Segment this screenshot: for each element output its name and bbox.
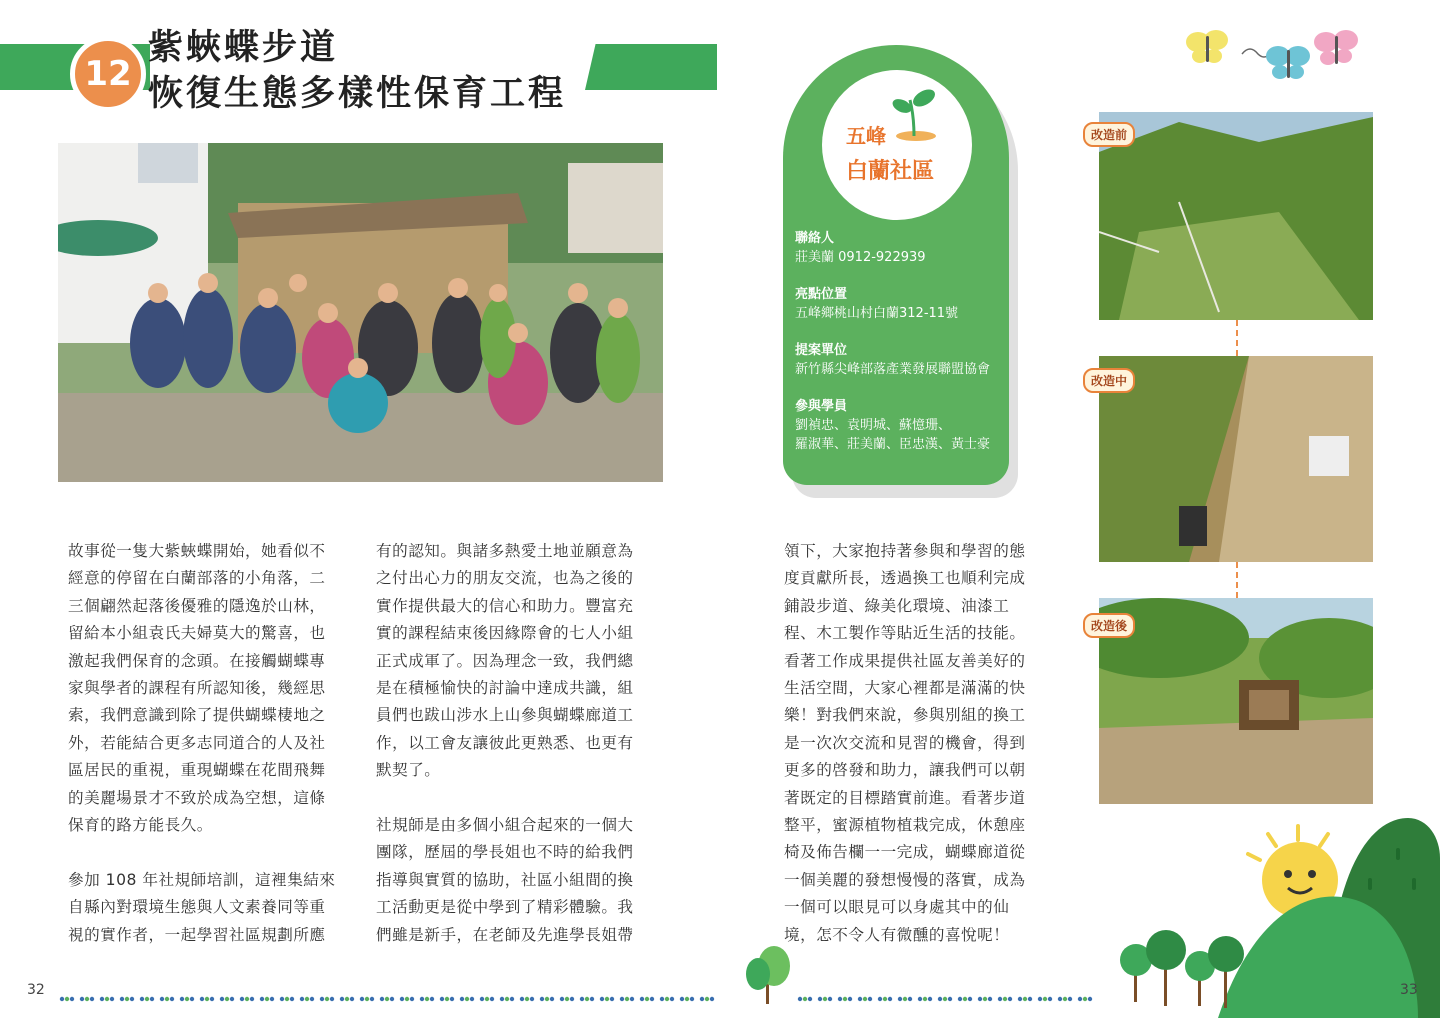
photo-after (1099, 598, 1373, 804)
body-line: 指導與實質的協助，社區小組間的換 (376, 870, 634, 889)
body-line: 視的實作者，一起學習社區規劃所應 (68, 925, 326, 944)
contact-label: 聯絡人 (795, 231, 835, 246)
body-line: 默契了。 (376, 761, 441, 780)
location-label: 亮點位置 (795, 287, 848, 302)
body-line: 樂！對我們來說，參與別組的換工 (784, 706, 1026, 725)
body-line: 自縣內對環境生態與人文素養同等重 (68, 898, 326, 917)
body-line: 領下，大家抱持著參與和學習的態 (784, 542, 1026, 560)
sprout-icon (892, 88, 938, 146)
body-line: 生活空間，大家心裡都是滿滿的快 (784, 679, 1026, 698)
body-line: 程、木工製作等貼近生活的技能。 (784, 624, 1026, 643)
body-line: 更多的啓發和助力，讓我們可以朝 (784, 761, 1026, 780)
members-line2: 羅淑華、莊美蘭、臣忠漢、黃士豪 (795, 437, 991, 452)
body-line: 度貢獻所長，透過換工也順利完成 (784, 569, 1026, 588)
body-line: 鋪設步道、綠美化環境、油漆工 (784, 596, 1010, 615)
title-band-right (585, 44, 717, 90)
body-line: 員們也跋山涉水上山參與蝴蝶廊道工 (376, 706, 634, 725)
page-title-line2: 恢復生態多樣性保育工程 (148, 74, 567, 114)
members-line1: 劉禎忠、袁明城、蘇憶珊、 (795, 418, 952, 433)
section-number-badge: 12 (70, 36, 146, 112)
body-column-3 (784, 538, 1025, 949)
org-name-line1: 五峰 (846, 124, 886, 148)
photo-before (1099, 112, 1373, 320)
body-line: 區居民的重視，重現蝴蝶在花間飛舞 (68, 761, 326, 780)
body-line: 故事從一隻大紫蛺蝶開始，她看似不 (68, 542, 326, 560)
body-column-1 (68, 538, 336, 949)
body-line: 外，若能結合更多志同道合的人及社 (68, 733, 326, 752)
body-line: 之付出心力的朋友交流，也為之後的 (376, 569, 634, 588)
body-line: 整平，蜜源植物植栽完成，休憩座 (784, 816, 1026, 835)
butterflies-icon (1182, 24, 1362, 94)
body-line: 激起我們保育的念頭。在接觸蝴蝶專 (68, 651, 326, 670)
footer-dot-line-left (58, 988, 718, 996)
connector-line-1 (1236, 320, 1238, 356)
body-line: 一個可以眼見可以身處其中的仙 (784, 898, 1010, 917)
body-line: 保育的路方能長久。 (68, 816, 213, 835)
footer-dot-line-right (796, 988, 1096, 996)
body-line: 團隊，歷屆的學長姐也不時的給我們 (376, 843, 634, 862)
body-line: 有的認知。與諸多熱愛土地並願意為 (376, 542, 634, 560)
body-line: 正式成軍了。因為理念一致，我們總 (376, 651, 634, 670)
body-line: 實的課程結束後因緣際會的七人小組 (376, 624, 634, 643)
body-line: 留給本小組袁氏夫婦莫大的驚喜，也 (68, 624, 326, 643)
body-column-2 (376, 538, 634, 949)
body-line: 社規師是由多個小組合起來的一個大 (376, 816, 634, 835)
body-line: 們雖是新手，在老師及先進學長姐帶 (376, 925, 634, 944)
body-line (68, 839, 336, 866)
body-line: 著既定的目標踏實前進。看著步道 (784, 788, 1026, 807)
sun-hills-decoration (1108, 818, 1440, 1022)
page-number-right: 33 (1400, 982, 1418, 998)
page-title-line1: 紫蛺蝶步道 (148, 28, 339, 68)
members-label: 參與學員 (795, 399, 848, 414)
location-block (795, 285, 1005, 323)
page-number-left: 32 (27, 982, 45, 998)
body-line: 工活動更是從中學到了精彩體驗。我 (376, 898, 634, 917)
group-photo (58, 143, 663, 482)
body-line: 三個翩然起落後優雅的隱逸於山林， (68, 596, 326, 615)
tree-icon (744, 944, 792, 1010)
body-line: 參加 108 年社規師培訓，這裡集結來 (68, 870, 336, 889)
tag-before: 改造前 (1083, 122, 1135, 147)
unit-label: 提案單位 (795, 343, 848, 358)
body-line: 實作提供最大的信心和助力。豐富充 (376, 596, 634, 615)
org-name-line2: 白蘭社區 (846, 159, 935, 184)
location-value: 五峰鄉桃山村白蘭312-11號 (795, 306, 959, 321)
body-line: 經意的停留在白蘭部落的小角落，二 (68, 569, 326, 588)
tag-during: 改造中 (1083, 368, 1135, 393)
body-line: 的美麗場景才不致於成為空想，這條 (68, 788, 326, 807)
body-line: 作，以工會友讓彼此更熟悉、也更有 (376, 733, 634, 752)
body-line: 索，我們意識到除了提供蝴蝶棲地之 (68, 706, 326, 725)
body-line: 境，怎不令人有微醺的喜悅呢！ (784, 925, 1010, 944)
members-block (795, 397, 1005, 454)
tag-after: 改造後 (1083, 613, 1135, 638)
body-line: 椅及佈告欄一一完成，蝴蝶廊道從 (784, 843, 1026, 862)
contact-value: 莊美蘭 0912-922939 (795, 250, 926, 265)
body-line: 一個美麗的發想慢慢的落實，成為 (784, 870, 1026, 889)
photo-during (1099, 356, 1373, 562)
body-line: 是一次次交流和見習的機會，得到 (784, 733, 1026, 752)
contact-block (795, 229, 1005, 267)
unit-value: 新竹縣尖峰部落產業發展聯盟協會 (795, 362, 991, 377)
unit-block (795, 341, 1005, 379)
body-line: 看著工作成果提供社區友善美好的 (784, 651, 1026, 670)
body-line: 是在積極愉快的討論中達成共識，組 (376, 679, 634, 698)
body-line: 家與學者的課程有所認知後，幾經思 (68, 679, 326, 698)
connector-line-2 (1236, 562, 1238, 598)
body-line (376, 785, 634, 812)
